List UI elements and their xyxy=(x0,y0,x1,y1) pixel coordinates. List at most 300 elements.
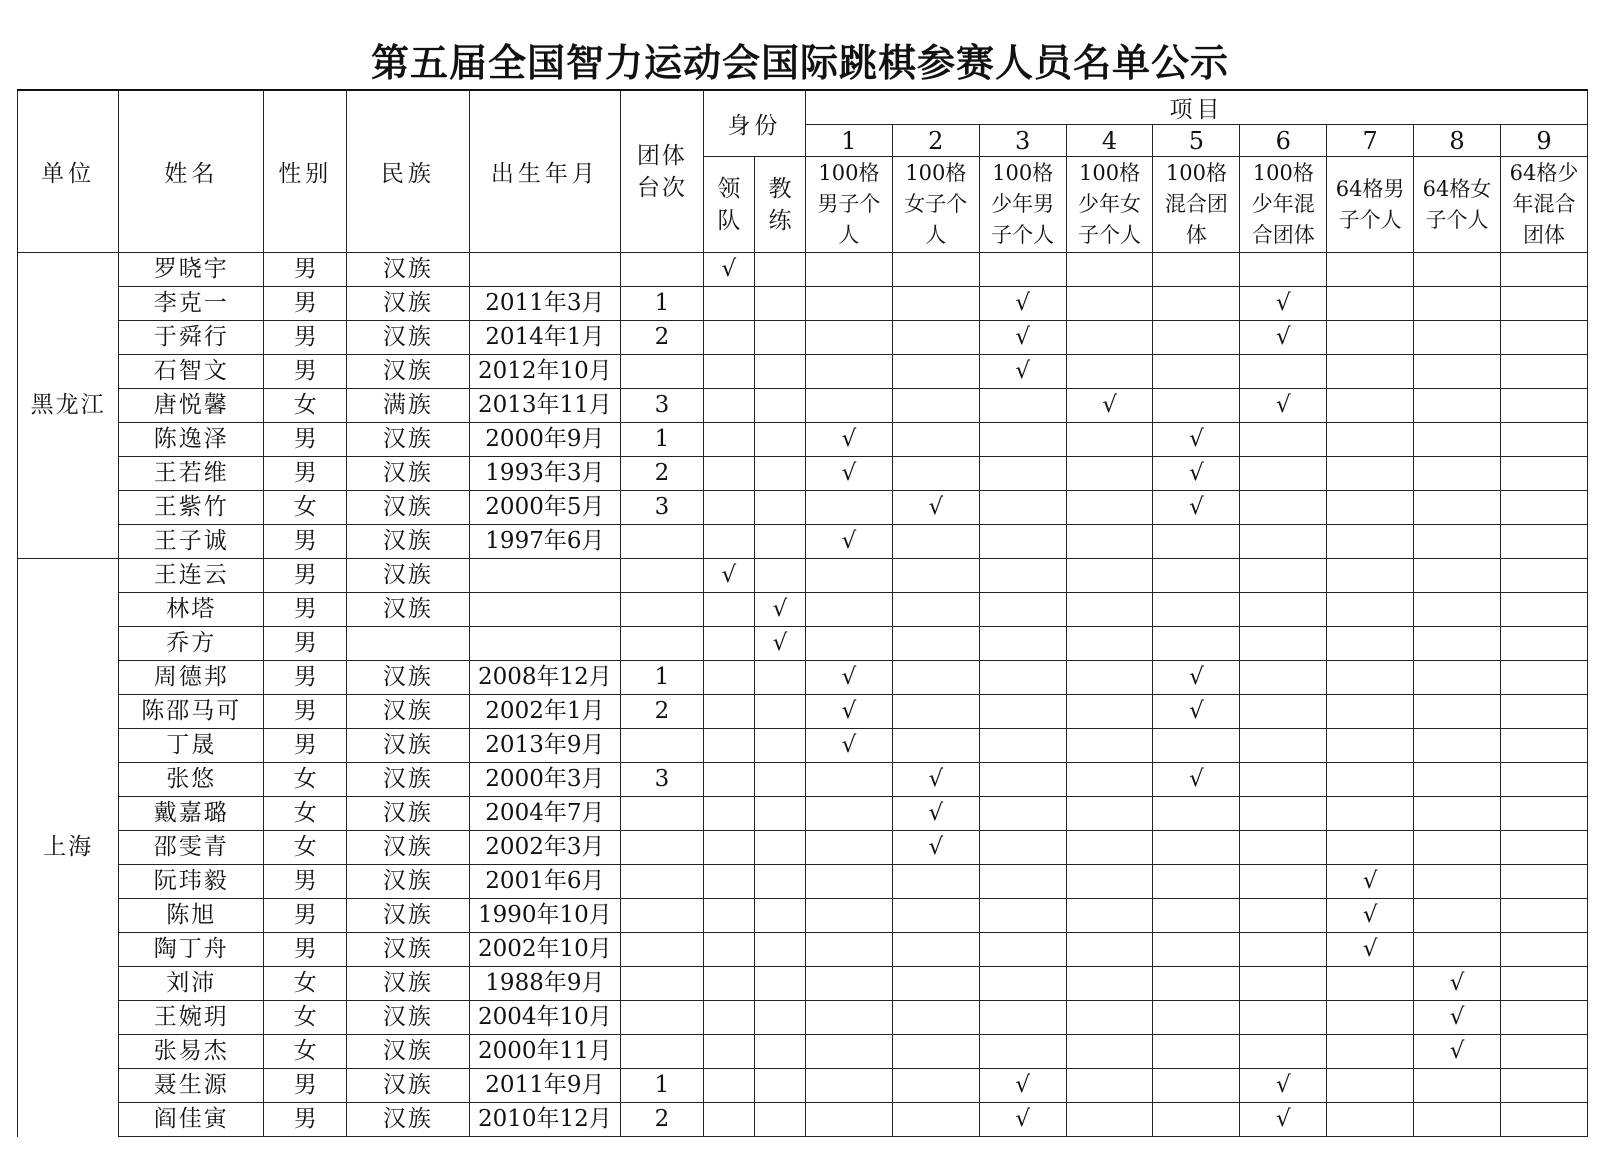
cell-team-order: 3 xyxy=(621,389,704,423)
cell-name: 陈旭 xyxy=(119,899,264,933)
cell-team-order: 2 xyxy=(621,457,704,491)
event-name-label: 100格少年女子个人 xyxy=(1078,161,1142,247)
cell-team-order: 1 xyxy=(621,423,704,457)
cell-name: 刘沛 xyxy=(119,967,264,1001)
cell-event-8 xyxy=(1414,593,1501,627)
cell-team-order xyxy=(621,525,704,559)
cell-name: 于舜行 xyxy=(119,321,264,355)
cell-event-7 xyxy=(1327,729,1414,763)
event-name-label: 64格少年混合团体 xyxy=(1509,161,1579,247)
cell-coach xyxy=(754,389,805,423)
cell-event-2: √ xyxy=(892,831,979,865)
cell-event-1 xyxy=(805,967,892,1001)
cell-leader xyxy=(703,695,754,729)
cell-event-4 xyxy=(1066,1001,1153,1035)
cell-event-8 xyxy=(1414,491,1501,525)
cell-event-7 xyxy=(1327,797,1414,831)
event-name-label: 100格少年混合团体 xyxy=(1251,161,1315,247)
cell-birth: 2000年9月 xyxy=(469,423,620,457)
cell-event-1 xyxy=(805,559,892,593)
cell-event-9 xyxy=(1500,491,1587,525)
table-row xyxy=(18,831,1588,865)
header-events: 项目 xyxy=(805,90,1587,125)
cell-event-7 xyxy=(1327,593,1414,627)
cell-event-3: √ xyxy=(979,287,1066,321)
cell-event-7 xyxy=(1327,559,1414,593)
cell-event-8 xyxy=(1414,559,1501,593)
cell-event-6 xyxy=(1240,933,1327,967)
cell-gender: 男 xyxy=(264,729,347,763)
cell-event-5 xyxy=(1153,355,1240,389)
cell-event-6 xyxy=(1240,729,1327,763)
cell-event-4 xyxy=(1066,763,1153,797)
cell-team-order xyxy=(621,967,704,1001)
event-name-label: 100格混合团体 xyxy=(1164,161,1228,247)
table-row xyxy=(18,287,1588,321)
cell-event-3 xyxy=(979,865,1066,899)
cell-event-1 xyxy=(805,253,892,287)
header-unit: 单位 xyxy=(18,90,119,253)
cell-event-5 xyxy=(1153,1069,1240,1103)
cell-event-7 xyxy=(1327,355,1414,389)
cell-leader xyxy=(703,1001,754,1035)
cell-event-7 xyxy=(1327,831,1414,865)
cell-event-3 xyxy=(979,423,1066,457)
cell-event-2 xyxy=(892,1035,979,1069)
cell-coach xyxy=(754,491,805,525)
cell-ethnicity: 汉族 xyxy=(347,423,470,457)
header-role-coach xyxy=(754,157,805,253)
cell-coach xyxy=(754,457,805,491)
cell-name: 阮玮毅 xyxy=(119,865,264,899)
cell-event-3 xyxy=(979,1001,1066,1035)
cell-leader xyxy=(703,491,754,525)
cell-coach xyxy=(754,763,805,797)
event-name-8 xyxy=(1414,157,1501,253)
cell-name: 王若维 xyxy=(119,457,264,491)
cell-ethnicity: 汉族 xyxy=(347,933,470,967)
cell-team-order xyxy=(621,729,704,763)
cell-event-5 xyxy=(1153,559,1240,593)
cell-coach xyxy=(754,1001,805,1035)
cell-event-6 xyxy=(1240,967,1327,1001)
cell-event-7 xyxy=(1327,967,1414,1001)
cell-event-1 xyxy=(805,1035,892,1069)
cell-event-8 xyxy=(1414,933,1501,967)
cell-birth: 2002年10月 xyxy=(469,933,620,967)
cell-team-order xyxy=(621,1035,704,1069)
cell-event-6 xyxy=(1240,1035,1327,1069)
table-row xyxy=(18,933,1588,967)
cell-event-5 xyxy=(1153,899,1240,933)
event-name-5 xyxy=(1153,157,1240,253)
cell-event-9 xyxy=(1500,1001,1587,1035)
cell-event-4: √ xyxy=(1066,389,1153,423)
cell-event-6 xyxy=(1240,627,1327,661)
cell-event-4 xyxy=(1066,627,1153,661)
cell-gender: 男 xyxy=(264,695,347,729)
cell-event-5: √ xyxy=(1153,423,1240,457)
cell-gender: 男 xyxy=(264,1103,347,1137)
cell-name: 陶丁舟 xyxy=(119,933,264,967)
cell-leader xyxy=(703,627,754,661)
table-row xyxy=(18,967,1588,1001)
cell-name: 阎佳寅 xyxy=(119,1103,264,1137)
event-number-5: 5 xyxy=(1153,125,1240,157)
cell-gender: 女 xyxy=(264,797,347,831)
cell-birth: 1997年6月 xyxy=(469,525,620,559)
cell-name: 王连云 xyxy=(119,559,264,593)
header-role-leader xyxy=(703,157,754,253)
cell-leader xyxy=(703,729,754,763)
event-name-4 xyxy=(1066,157,1153,253)
cell-leader xyxy=(703,797,754,831)
cell-event-6 xyxy=(1240,831,1327,865)
cell-event-4 xyxy=(1066,593,1153,627)
cell-event-4 xyxy=(1066,1069,1153,1103)
cell-team-order xyxy=(621,253,704,287)
cell-event-3 xyxy=(979,627,1066,661)
cell-leader xyxy=(703,763,754,797)
cell-gender: 女 xyxy=(264,967,347,1001)
event-name-label: 64格男子个人 xyxy=(1335,176,1405,232)
table-row xyxy=(18,593,1588,627)
cell-event-9 xyxy=(1500,865,1587,899)
cell-event-5 xyxy=(1153,1001,1240,1035)
cell-team-order: 1 xyxy=(621,661,704,695)
cell-event-4 xyxy=(1066,253,1153,287)
unit-cell: 黑龙江 xyxy=(18,253,119,559)
cell-birth: 2002年3月 xyxy=(469,831,620,865)
cell-event-3 xyxy=(979,797,1066,831)
table-row xyxy=(18,1103,1588,1137)
cell-event-8: √ xyxy=(1414,1035,1501,1069)
cell-birth xyxy=(469,559,620,593)
cell-birth: 2010年12月 xyxy=(469,1103,620,1137)
header-birth: 出生年月 xyxy=(469,90,620,253)
cell-event-1 xyxy=(805,389,892,423)
cell-leader xyxy=(703,1103,754,1137)
cell-event-9 xyxy=(1500,967,1587,1001)
cell-event-3 xyxy=(979,457,1066,491)
cell-name: 陈邵马可 xyxy=(119,695,264,729)
table-row xyxy=(18,253,1588,287)
cell-event-4 xyxy=(1066,933,1153,967)
cell-event-8 xyxy=(1414,763,1501,797)
cell-event-7 xyxy=(1327,695,1414,729)
event-number-9: 9 xyxy=(1500,125,1587,157)
cell-event-5 xyxy=(1153,729,1240,763)
cell-event-2 xyxy=(892,423,979,457)
cell-coach: √ xyxy=(754,627,805,661)
cell-event-4 xyxy=(1066,899,1153,933)
cell-gender: 女 xyxy=(264,1001,347,1035)
event-number-2: 2 xyxy=(892,125,979,157)
cell-name: 聂生源 xyxy=(119,1069,264,1103)
cell-event-4 xyxy=(1066,423,1153,457)
cell-leader xyxy=(703,831,754,865)
cell-name: 张悠 xyxy=(119,763,264,797)
cell-leader xyxy=(703,899,754,933)
cell-name: 唐悦馨 xyxy=(119,389,264,423)
event-name-6 xyxy=(1240,157,1327,253)
cell-name: 石智文 xyxy=(119,355,264,389)
cell-event-6 xyxy=(1240,1001,1327,1035)
cell-name: 周德邦 xyxy=(119,661,264,695)
cell-event-4 xyxy=(1066,865,1153,899)
cell-event-7 xyxy=(1327,457,1414,491)
cell-team-order: 3 xyxy=(621,491,704,525)
cell-gender: 女 xyxy=(264,389,347,423)
cell-name: 林塔 xyxy=(119,593,264,627)
cell-event-9 xyxy=(1500,423,1587,457)
cell-team-order xyxy=(621,933,704,967)
cell-event-2 xyxy=(892,355,979,389)
cell-ethnicity: 汉族 xyxy=(347,355,470,389)
header-ethnicity: 民族 xyxy=(347,90,470,253)
cell-event-2 xyxy=(892,1103,979,1137)
table-row xyxy=(18,729,1588,763)
event-name-3 xyxy=(979,157,1066,253)
event-name-label: 100格男子个人 xyxy=(817,161,881,247)
cell-event-2 xyxy=(892,865,979,899)
cell-ethnicity: 满族 xyxy=(347,389,470,423)
cell-event-7: √ xyxy=(1327,899,1414,933)
cell-event-8 xyxy=(1414,287,1501,321)
cell-event-1 xyxy=(805,831,892,865)
cell-event-7 xyxy=(1327,287,1414,321)
table-row xyxy=(18,389,1588,423)
cell-coach xyxy=(754,253,805,287)
cell-event-7 xyxy=(1327,525,1414,559)
cell-event-9 xyxy=(1500,933,1587,967)
cell-event-2 xyxy=(892,287,979,321)
cell-gender: 男 xyxy=(264,627,347,661)
cell-ethnicity: 汉族 xyxy=(347,1035,470,1069)
cell-event-6 xyxy=(1240,763,1327,797)
cell-leader xyxy=(703,593,754,627)
cell-team-order: 2 xyxy=(621,321,704,355)
cell-event-4 xyxy=(1066,695,1153,729)
header-role-coach-label: 教练 xyxy=(768,175,792,234)
cell-team-order xyxy=(621,1001,704,1035)
cell-leader xyxy=(703,389,754,423)
cell-event-5 xyxy=(1153,525,1240,559)
cell-event-7 xyxy=(1327,763,1414,797)
cell-event-3 xyxy=(979,695,1066,729)
cell-event-9 xyxy=(1500,1103,1587,1137)
cell-event-9 xyxy=(1500,457,1587,491)
cell-name: 丁晟 xyxy=(119,729,264,763)
cell-coach xyxy=(754,1069,805,1103)
cell-event-8 xyxy=(1414,253,1501,287)
cell-gender: 男 xyxy=(264,355,347,389)
cell-leader xyxy=(703,1035,754,1069)
cell-ethnicity: 汉族 xyxy=(347,1001,470,1035)
cell-ethnicity xyxy=(347,627,470,661)
cell-leader xyxy=(703,1069,754,1103)
cell-birth: 2014年1月 xyxy=(469,321,620,355)
cell-event-3 xyxy=(979,389,1066,423)
cell-team-order xyxy=(621,559,704,593)
table-row xyxy=(18,627,1588,661)
cell-coach xyxy=(754,355,805,389)
cell-event-7 xyxy=(1327,253,1414,287)
page-title: 第五届全国智力运动会国际跳棋参赛人员名单公示 xyxy=(370,41,1229,85)
cell-event-7 xyxy=(1327,1001,1414,1035)
cell-event-1 xyxy=(805,933,892,967)
cell-event-6 xyxy=(1240,491,1327,525)
cell-coach xyxy=(754,1035,805,1069)
cell-event-1: √ xyxy=(805,525,892,559)
cell-leader xyxy=(703,457,754,491)
cell-event-4 xyxy=(1066,559,1153,593)
cell-ethnicity: 汉族 xyxy=(347,661,470,695)
cell-event-8 xyxy=(1414,865,1501,899)
table-row xyxy=(18,321,1588,355)
header-name: 姓名 xyxy=(119,90,264,253)
table-row xyxy=(18,491,1588,525)
cell-event-2 xyxy=(892,627,979,661)
cell-coach xyxy=(754,559,805,593)
cell-event-5 xyxy=(1153,593,1240,627)
cell-event-9 xyxy=(1500,661,1587,695)
cell-event-2: √ xyxy=(892,797,979,831)
cell-event-8 xyxy=(1414,1103,1501,1137)
cell-name: 陈逸泽 xyxy=(119,423,264,457)
cell-birth: 2001年6月 xyxy=(469,865,620,899)
cell-event-5: √ xyxy=(1153,661,1240,695)
cell-event-8 xyxy=(1414,831,1501,865)
cell-event-9 xyxy=(1500,389,1587,423)
cell-event-6: √ xyxy=(1240,1069,1327,1103)
cell-gender: 男 xyxy=(264,253,347,287)
cell-event-2 xyxy=(892,457,979,491)
cell-ethnicity: 汉族 xyxy=(347,729,470,763)
cell-event-5 xyxy=(1153,933,1240,967)
cell-event-2 xyxy=(892,695,979,729)
cell-leader xyxy=(703,967,754,1001)
cell-event-4 xyxy=(1066,1103,1153,1137)
cell-event-4 xyxy=(1066,1035,1153,1069)
cell-event-6 xyxy=(1240,355,1327,389)
cell-event-5 xyxy=(1153,253,1240,287)
event-number-3: 3 xyxy=(979,125,1066,157)
cell-birth: 1988年9月 xyxy=(469,967,620,1001)
table-row xyxy=(18,865,1588,899)
cell-birth: 1993年3月 xyxy=(469,457,620,491)
cell-event-1 xyxy=(805,593,892,627)
cell-event-8 xyxy=(1414,695,1501,729)
cell-ethnicity: 汉族 xyxy=(347,1103,470,1137)
cell-birth: 2013年11月 xyxy=(469,389,620,423)
cell-event-8 xyxy=(1414,423,1501,457)
event-number-1: 1 xyxy=(805,125,892,157)
cell-event-9 xyxy=(1500,797,1587,831)
cell-event-7 xyxy=(1327,1103,1414,1137)
cell-event-1 xyxy=(805,899,892,933)
cell-leader: √ xyxy=(703,559,754,593)
cell-event-2: √ xyxy=(892,491,979,525)
cell-team-order xyxy=(621,627,704,661)
cell-ethnicity: 汉族 xyxy=(347,695,470,729)
cell-birth xyxy=(469,593,620,627)
cell-gender: 男 xyxy=(264,593,347,627)
cell-event-3 xyxy=(979,253,1066,287)
cell-event-6 xyxy=(1240,559,1327,593)
cell-name: 王婉玥 xyxy=(119,1001,264,1035)
cell-name: 王紫竹 xyxy=(119,491,264,525)
cell-event-9 xyxy=(1500,1069,1587,1103)
cell-team-order xyxy=(621,593,704,627)
cell-coach xyxy=(754,321,805,355)
cell-event-9 xyxy=(1500,525,1587,559)
cell-ethnicity: 汉族 xyxy=(347,797,470,831)
cell-event-3 xyxy=(979,661,1066,695)
cell-ethnicity: 汉族 xyxy=(347,559,470,593)
event-name-9 xyxy=(1500,157,1587,253)
cell-leader xyxy=(703,355,754,389)
cell-ethnicity: 汉族 xyxy=(347,865,470,899)
event-name-label: 100格少年男子个人 xyxy=(991,161,1055,247)
cell-event-7 xyxy=(1327,321,1414,355)
cell-event-5 xyxy=(1153,967,1240,1001)
cell-ethnicity: 汉族 xyxy=(347,831,470,865)
cell-birth: 2004年7月 xyxy=(469,797,620,831)
cell-ethnicity: 汉族 xyxy=(347,287,470,321)
cell-team-order: 2 xyxy=(621,695,704,729)
event-name-2 xyxy=(892,157,979,253)
event-name-label: 100格女子个人 xyxy=(904,161,968,247)
cell-birth: 2000年11月 xyxy=(469,1035,620,1069)
cell-event-8 xyxy=(1414,729,1501,763)
cell-event-1: √ xyxy=(805,729,892,763)
cell-ethnicity: 汉族 xyxy=(347,457,470,491)
table-row xyxy=(18,355,1588,389)
cell-gender: 男 xyxy=(264,559,347,593)
cell-event-9 xyxy=(1500,899,1587,933)
cell-event-1: √ xyxy=(805,457,892,491)
cell-event-5 xyxy=(1153,627,1240,661)
cell-event-5 xyxy=(1153,1035,1240,1069)
cell-event-1: √ xyxy=(805,423,892,457)
event-number-7: 7 xyxy=(1327,125,1414,157)
cell-leader: √ xyxy=(703,253,754,287)
cell-team-order xyxy=(621,865,704,899)
cell-coach xyxy=(754,899,805,933)
roster-table xyxy=(17,89,1588,1137)
cell-coach xyxy=(754,423,805,457)
cell-event-1 xyxy=(805,491,892,525)
event-name-label: 64格女子个人 xyxy=(1422,176,1492,232)
cell-event-4 xyxy=(1066,287,1153,321)
cell-event-3 xyxy=(979,525,1066,559)
cell-gender: 女 xyxy=(264,1035,347,1069)
cell-gender: 男 xyxy=(264,1069,347,1103)
cell-event-5: √ xyxy=(1153,695,1240,729)
cell-event-8 xyxy=(1414,389,1501,423)
cell-event-8 xyxy=(1414,457,1501,491)
cell-gender: 男 xyxy=(264,865,347,899)
cell-event-8 xyxy=(1414,627,1501,661)
cell-event-7: √ xyxy=(1327,933,1414,967)
cell-event-1 xyxy=(805,763,892,797)
cell-event-9 xyxy=(1500,695,1587,729)
cell-event-2 xyxy=(892,321,979,355)
table-row xyxy=(18,661,1588,695)
cell-coach xyxy=(754,287,805,321)
cell-event-1: √ xyxy=(805,695,892,729)
